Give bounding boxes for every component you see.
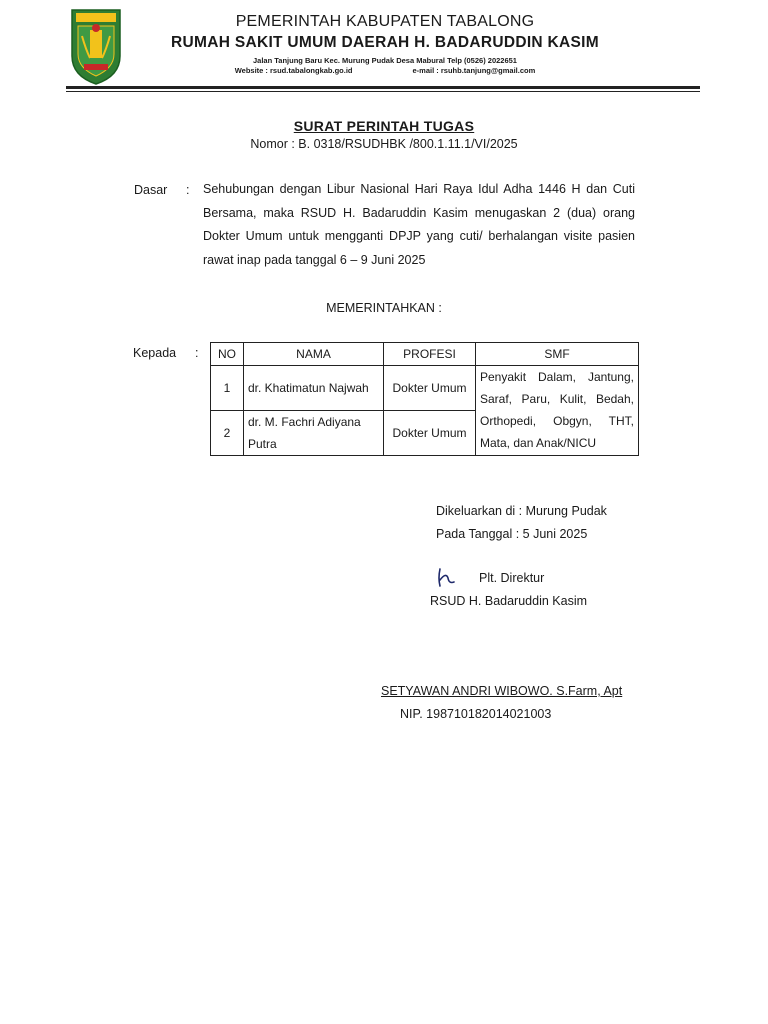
header-smf: SMF [476,343,639,366]
row-profesi: Dokter Umum [384,366,476,411]
issued-date: Pada Tanggal : 5 Juni 2025 [436,527,588,541]
letterhead-rule-thick [66,86,700,89]
dasar-text: Sehubungan dengan Libur Nasional Hari Raya Idul Adha 1446 H dan Cuti Bersama, maka RSUD H. Badaruddin Kasim menugaskan 2 (dua) orang Dokter Umum untuk mengganti DPJP yang cuti/ berhalangan visite pasien rawat inap pada tanggal 6 – 9 Juni 2025 [203,182,635,267]
header-nama: NAMA [244,343,384,366]
letterhead-rule-thin [66,91,700,92]
issued-at: Dikeluarkan di : Murung Pudak [436,504,607,518]
signer-institution: RSUD H. Badaruddin Kasim [430,594,588,608]
row-nama: dr. Khatimatun Najwah [244,366,384,411]
row-no: 2 [211,411,244,456]
document-number: Nomor : B. 0318/RSUDHBK /800.1.11.1/VI/2025 [250,137,518,151]
row-no: 1 [211,366,244,411]
kepada-colon: : [195,346,199,360]
table-header-row [211,343,639,366]
email: e-mail : rsuhb.tanjung@gmail.com [412,66,536,75]
row-nama: dr. M. Fachri Adiyana Putra [244,411,384,456]
hospital-address: Jalan Tanjung Baru Kec. Murung Pudak Desa Mabural Telp (0526) 2022651 [253,56,517,65]
dasar-label: Dasar [134,183,168,197]
header-profesi: PROFESI [384,343,476,366]
hospital-name: RUMAH SAKIT UMUM DAERAH H. BADARUDDIN KASIM [171,34,599,51]
document-title: SURAT PERINTAH TUGAS [293,118,475,134]
row-profesi: Dokter Umum [384,411,476,456]
letterhead [130,12,640,76]
assignment-table [210,342,639,456]
signer-name: SETYAWAN ANDRI WIBOWO. S.Farm, Apt [381,684,623,698]
tabalong-regency-emblem-icon [68,6,124,86]
handwritten-initial-icon [436,566,458,588]
dasar-colon: : [186,183,190,197]
signer-position: Plt. Direktur [479,571,545,585]
regency-name: PEMERINTAH KABUPATEN TABALONG [235,13,535,30]
kepada-label: Kepada [133,346,177,360]
smf-cell: Penyakit Dalam, Jantung, Saraf, Paru, Kulit, Bedah, Orthopedi, Obgyn, THT, Mata, dan Anak/NICU [476,366,639,456]
table-row [211,366,639,411]
instruction-heading: MEMERINTAHKAN : [326,301,442,315]
contact-line [130,66,640,76]
website: Website : rsud.tabalongkab.go.id [234,66,353,75]
header-no: NO [211,343,244,366]
signer-nip: NIP. 198710182014021003 [400,707,552,721]
